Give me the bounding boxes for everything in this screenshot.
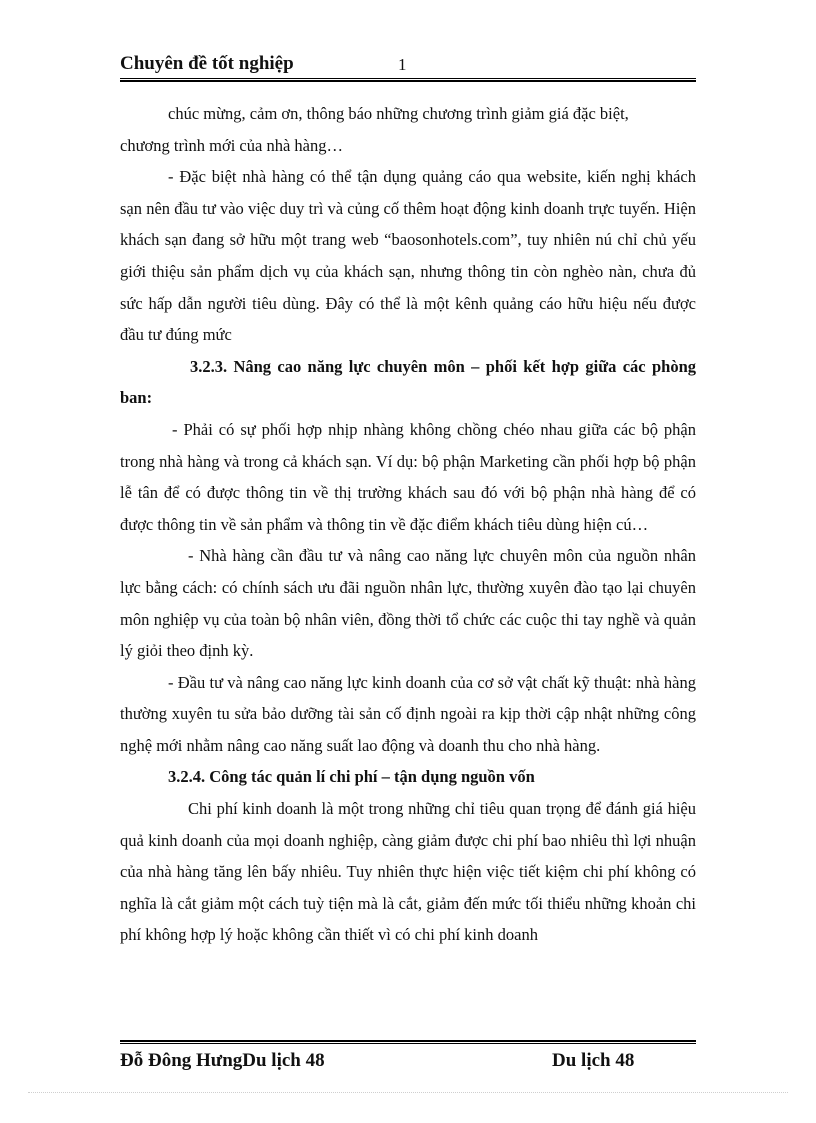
paragraph-coordination: - Phải có sự phối hợp nhịp nhàng không chồng chéo nhau giữa các bộ phận trong nhà hàng và trong cả khách sạn. Ví dụ: bộ phận Marketing cần phối hợp bộ phận lễ tân để có được thông tin về thị trường khách sau đó với bộ phận nhà hàng để có được thông tin về sản phẩm và thông tin về đặc điểm khách tiêu dùng hiện cú…	[120, 419, 696, 534]
section-heading-3-2-4: 3.2.4. Công tác quản lí chi phí – tận dụng nguồn vốn	[168, 767, 535, 787]
page-number: 1	[398, 55, 407, 74]
paragraph-costs: Chi phí kinh doanh là một trong những chỉ tiêu quan trọng để đánh giá hiệu quả kinh doanh của mọi doanh nghiệp, càng giảm được chi phí bao nhiêu thì lợi nhuận của nhà hàng tăng lên bấy nhiêu. Tuy nhiên thực hiện việc tiết kiệm chi phí không có nghĩa là cắt giảm một cách tuỳ tiện mà là cắt, giảm đến mức tối thiểu những khoản chi phí không hợp lý hoặc không cần thiết vì có chi phí kinh doanh	[120, 799, 696, 945]
paragraph-line: chương trình mới của nhà hàng…	[120, 135, 343, 155]
paragraph-training: - Nhà hàng cần đầu tư và nâng cao năng lực chuyên môn của nguồn nhân lực bằng cách: có chính sách ưu đãi nguồn nhân lực, thường xuyên đào tạo lại chuyên môn nghiệp vụ của toàn bộ nhân viên, đồng thời tổ chức các cuộc thi tay nghề và quản lý giỏi theo định kỳ.	[120, 546, 696, 661]
footer-divider	[120, 1040, 696, 1044]
paragraph-line: chúc mừng, cảm ơn, thông báo những chương trình giảm giá đặc biệt,	[168, 104, 629, 123]
page-boundary	[28, 1092, 788, 1093]
paragraph-website: - Đặc biệt nhà hàng có thể tận dụng quảng cáo qua website, kiến nghị khách sạn nên đầu tư vào việc duy trì và củng cố thêm hoạt động kinh doanh trực tuyến. Hiện khách sạn đang sở hữu một trang web “baosonhotels.com”, tuy nhiên nú chỉ chủ yếu giới thiệu sản phẩm dịch vụ của khách sạn, nhưng thông tin còn nghèo nàn, chưa đủ sức hấp dẫn người tiêu dùng. Đây có thể là một kênh quảng cáo hữu hiệu nếu được đầu tư đúng mức	[120, 167, 696, 345]
footer-author: Đỗ Đông HưngDu lịch 48	[120, 1050, 325, 1071]
footer-class: Du lịch 48	[552, 1050, 635, 1071]
header-divider	[120, 78, 696, 82]
document-body	[120, 98, 696, 951]
section-heading-3-2-3: 3.2.3. Nâng cao năng lực chuyên môn – phối kết hợp giữa các phòng ban:	[120, 356, 696, 408]
paragraph-facilities: - Đầu tư và nâng cao năng lực kinh doanh của cơ sở vật chất kỹ thuật: nhà hàng thường xuyên tu sửa bảo dưỡng tài sản cố định ngoài ra kịp thời cập nhật những công nghệ mới nhằm nâng cao năng suất lao động và doanh thu cho nhà hàng.	[120, 672, 696, 755]
page-header	[120, 53, 696, 77]
header-title: Chuyên đề tốt nghiệp	[120, 53, 294, 74]
